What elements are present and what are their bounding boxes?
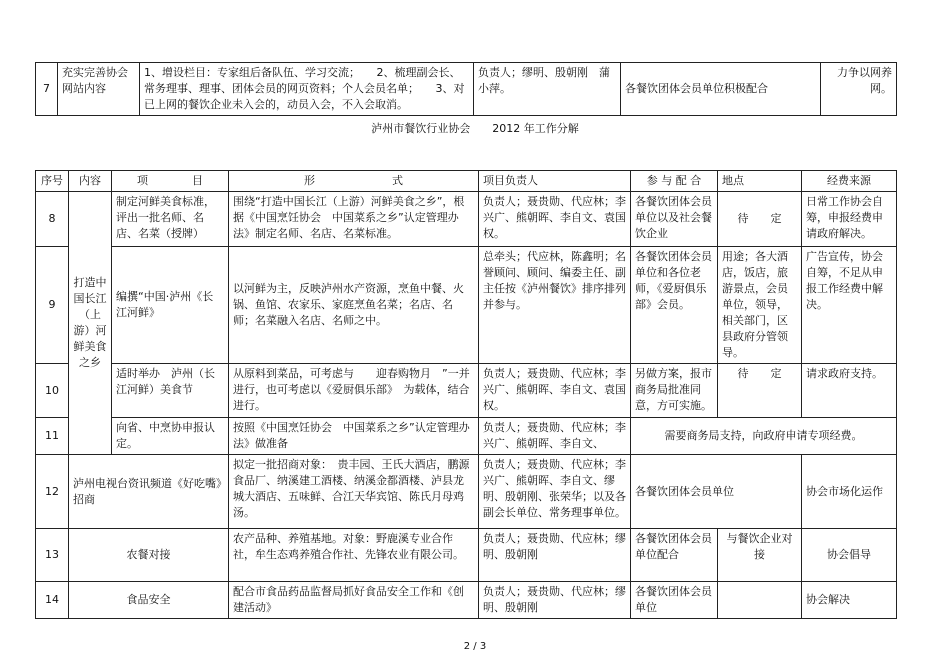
table-row (36, 63, 897, 116)
row-partner: 各餐饮团体会员单位 (631, 455, 802, 529)
row-lead: 负责人；聂贵勋、代应林；李兴广、熊朝晖、李自文、 (479, 418, 631, 455)
header-form: 形 式 (229, 171, 479, 192)
row-number: 9 (36, 247, 69, 364)
row-form: 围绕“打造中国长江（上游）河鲜美食之乡”，根据《中国烹饪协会 中国菜系之乡”认定管理办法》制定名师、名店、名菜标准。 (229, 192, 479, 247)
row-item: 向省、中烹协申报认定。 (112, 418, 229, 455)
row-funding: 日常工作协会自筹，申报经费申请政府解决。 (802, 192, 897, 247)
row-lead: 负责人；聂贵勋、代应林；李兴广、熊朝晖、李自文、缪明、殷朝刚、张荣华；以及各副会长单位、常务理事单位。 (479, 455, 631, 529)
header-item: 项 目 (112, 171, 229, 192)
row-form: 以河鲜为主，反映泸州水产资源，烹鱼中餐、火锅、鱼馆、农家乐、家庭烹鱼名菜；名店、名师；名菜融入名店、名师之中。 (229, 247, 479, 364)
row-item: 编撰“中国·泸州《长江河鲜》 (112, 247, 229, 364)
row-place: 待 定 (718, 192, 802, 247)
table-row (36, 418, 897, 455)
table-row (36, 529, 897, 582)
table-row (36, 455, 897, 529)
header-funding: 经费来源 (802, 171, 897, 192)
row-lead: 负责人；缪明、殷朝刚 蒲小萍。 (474, 63, 621, 116)
row-partner: 各餐饮团体会员单位积极配合 (621, 63, 821, 116)
row-funding: 协会市场化运作 (802, 455, 897, 529)
row-lead: 负责人；聂贵勋、代应林；缪明、殷朝刚 (479, 582, 631, 619)
row-item: 充实完善协会网站内容 (58, 63, 140, 116)
table-caption: 泸州市餐饮行业协会 2012 年工作分解 (371, 122, 579, 135)
row-number: 13 (36, 529, 69, 582)
row-item: 制定河鲜美食标准，评出一批名师、名店、名菜（授牌） (112, 192, 229, 247)
table-row (36, 247, 897, 364)
row-lead: 负责人；聂贵勋、代应林；李兴广、熊朝晖、李自文、袁国权。 (479, 364, 631, 418)
row-number: 7 (36, 63, 58, 116)
row-partner-wide: 需要商务局支持，向政府申请专项经费。 (631, 418, 897, 455)
row-place: 与餐饮企业对接 (718, 529, 802, 582)
row-funding: 协会解决 (802, 582, 897, 619)
row-number: 12 (36, 455, 69, 529)
row-number: 11 (36, 418, 69, 455)
row-partner: 各餐饮团体会员单位和各位老师，《爱厨俱乐部》会员。 (631, 247, 718, 364)
row-item: 适时举办 泸州（长江河鲜）美食节 (112, 364, 229, 418)
row-number: 14 (36, 582, 69, 619)
table-row (36, 582, 897, 619)
work-plan-table (35, 170, 897, 619)
page-number: 2 / 3 (463, 641, 487, 652)
table-row (36, 364, 897, 418)
row-place: 用途；各大酒店，饭店，旅游景点，会员单位，领导，相关部门，区县政府分管领导。 (718, 247, 802, 364)
header-place: 地点 (718, 171, 802, 192)
header-partner: 参 与 配 合 (631, 171, 718, 192)
row-number: 10 (36, 364, 69, 418)
row-number: 8 (36, 192, 69, 247)
row-item: 泸州电视台资讯频道《好吃嘴》招商 (69, 455, 229, 529)
row-funding: 广告宣传，协会自筹，不足从申报工作经费中解决。 (802, 247, 897, 364)
header-row (36, 171, 897, 192)
row-form: 从原料到菜品，可考虑与 迎春购物月 ”一并进行，也可考虑以《爱厨俱乐部》 为载体，结合进行。 (229, 364, 479, 418)
row-lead: 总牵头；代应林，陈鑫明；名誉顾问、顾问、编委主任、副主任按《泸州餐饮》排序排列并参与。 (479, 247, 631, 364)
row-form: 配合市食品药品监督局抓好食品安全工作和《创建活动》 (229, 582, 479, 619)
row-form: 农产品种、养殖基地。对象：野鹿溪专业合作社，牟生态鸡养殖合作社、先锋农业有限公司。 (229, 529, 479, 582)
header-lead: 项目负责人 (479, 171, 631, 192)
row-partner: 各餐饮团体会员单位 (631, 582, 718, 619)
row-form: 按照《中国烹饪协会 中国菜系之乡”认定管理办法》做准备 (229, 418, 479, 455)
group-label: 打造中国长江（上游）河鲜美食之乡 (69, 192, 112, 455)
row-place (718, 582, 802, 619)
row-funding: 请求政府支持。 (802, 364, 897, 418)
table-row (36, 192, 897, 247)
row-item: 食品安全 (69, 582, 229, 619)
row-lead: 负责人；聂贵勋、代应林；缪明、殷朝刚 (479, 529, 631, 582)
top-table (35, 62, 897, 116)
row-partner: 各餐饮团体会员单位以及社会餐饮企业 (631, 192, 718, 247)
row-lead: 负责人；聂贵勋、代应林；李兴广、熊朝晖、李自文、袁国权。 (479, 192, 631, 247)
row-partner: 各餐饮团体会员单位配合 (631, 529, 718, 582)
row-form: 1、增设栏目：专家组后备队伍、学习交流； 2、梳理副会长、常务理事、理事、团体会员的网页资料；个人会员名单； 3、对已上网的餐饮企业未入会的，动员入会，不入会取消。 (140, 63, 474, 116)
header-num: 序号 (36, 171, 69, 192)
row-funding: 协会倡导 (802, 529, 897, 582)
row-place: 待 定 (718, 364, 802, 418)
header-content: 内容 (69, 171, 112, 192)
row-partner: 另做方案，报市商务局批准同意，方可实施。 (631, 364, 718, 418)
row-funding: 力争以网养网。 (821, 63, 897, 116)
row-form: 拟定一批招商对象： 贵丰园、王氏大酒店，鹏源食品厂、纳溪建工酒楼、纳溪金都酒楼、泸县龙城大酒店、五味鲜、合江天华宾馆、陈氏月母鸡汤。 (229, 455, 479, 529)
row-item: 农餐对接 (69, 529, 229, 582)
